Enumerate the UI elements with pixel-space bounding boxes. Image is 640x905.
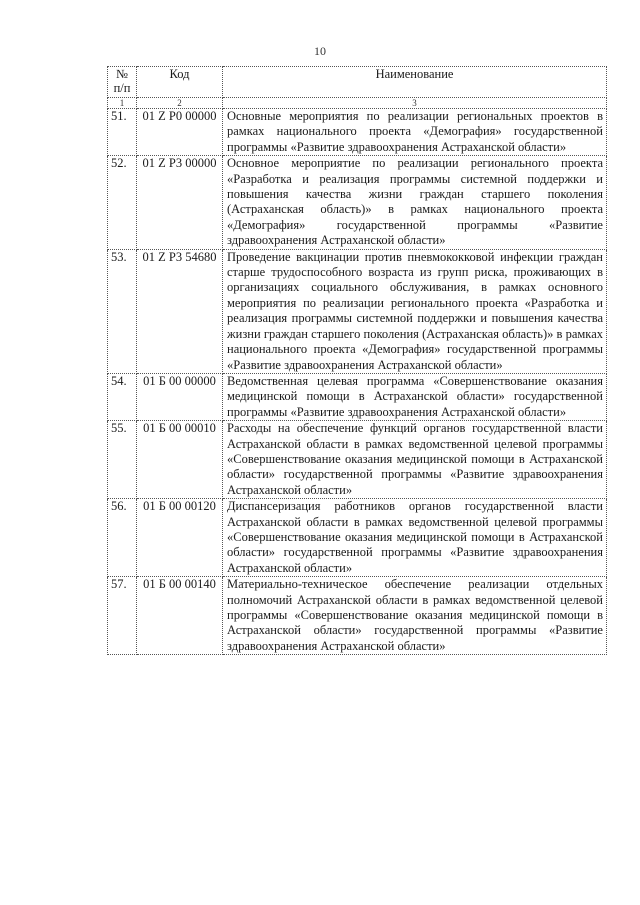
table-row xyxy=(108,249,607,373)
row-name: Проведение вакцинации против пневмококковой инфекции граждан старше трудоспособного возраста из групп риска, проживающих в организациях социального обслуживания, в рамках основного мероприятия по реализации регионального проекта «Разработка и реализация программы системной поддержки и повышения качества жизни граждан старшего поколения (Астраханская область)» в рамках национального проекта «Демография» государственной программы «Развитие здравоохранения Астраханской области» xyxy=(223,249,607,373)
row-code: 01 Б 00 00010 xyxy=(137,421,223,499)
row-name: Диспансеризация работников органов государственной власти Астраханской области в рамках ведомственной целевой программы «Совершенствование оказания медицинской помощи в Астраханской области» государственной программы «Развитие здравоохранения Астраханской области» xyxy=(223,499,607,577)
row-code: 01 Z P3 54680 xyxy=(137,249,223,373)
row-name: Ведомственная целевая программа «Совершенствование оказания медицинской помощи в Астраханской области» государственной программы «Развитие здравоохранения Астраханской области» xyxy=(223,373,607,420)
table-row xyxy=(108,421,607,499)
table-row xyxy=(108,373,607,420)
classification-table xyxy=(107,66,607,655)
row-name: Основное мероприятие по реализации регионального проекта «Разработка и реализация программы системной поддержки и повышения качества жизни граждан старшего поколения (Астраханская область)» в рамках национального проекта «Демография» государственной программы «Развитие здравоохранения Астраханской области» xyxy=(223,156,607,249)
row-number: 52. xyxy=(108,156,137,249)
column-index-row xyxy=(108,98,607,109)
row-number: 53. xyxy=(108,249,137,373)
row-number: 55. xyxy=(108,421,137,499)
table-row xyxy=(108,109,607,156)
row-number: 57. xyxy=(108,577,137,655)
row-code: 01 Б 00 00000 xyxy=(137,373,223,420)
column-index: 2 xyxy=(137,98,223,109)
row-code: 01 Б 00 00140 xyxy=(137,577,223,655)
header-name: Наименование xyxy=(223,67,607,98)
table-row xyxy=(108,577,607,655)
row-name: Материально-техническое обеспечение реализации отдельных полномочий Астраханской области в рамках ведомственной целевой программы «Совершенствование оказания медицинской помощи в Астраханской области» государственной программы «Развитие здравоохранения Астраханской области» xyxy=(223,577,607,655)
header-number: № п/п xyxy=(108,67,137,98)
row-number: 56. xyxy=(108,499,137,577)
column-index: 1 xyxy=(108,98,137,109)
row-number: 54. xyxy=(108,373,137,420)
header-code: Код xyxy=(137,67,223,98)
row-code: 01 Z P0 00000 xyxy=(137,109,223,156)
row-code: 01 Б 00 00120 xyxy=(137,499,223,577)
row-name: Основные мероприятия по реализации региональных проектов в рамках национального проекта «Демография» государственной программы «Развитие здравоохранения Астраханской области» xyxy=(223,109,607,156)
row-name: Расходы на обеспечение функций органов государственной власти Астраханской области в рамках ведомственной целевой программы «Совершенствование оказания медицинской помощи в Астраханской области» государственной программы «Развитие здравоохранения Астраханской области» xyxy=(223,421,607,499)
table-row xyxy=(108,156,607,249)
row-code: 01 Z P3 00000 xyxy=(137,156,223,249)
column-index: 3 xyxy=(223,98,607,109)
table-row xyxy=(108,499,607,577)
page-number: 10 xyxy=(314,44,326,58)
row-number: 51. xyxy=(108,109,137,156)
table-header-row xyxy=(108,67,607,98)
